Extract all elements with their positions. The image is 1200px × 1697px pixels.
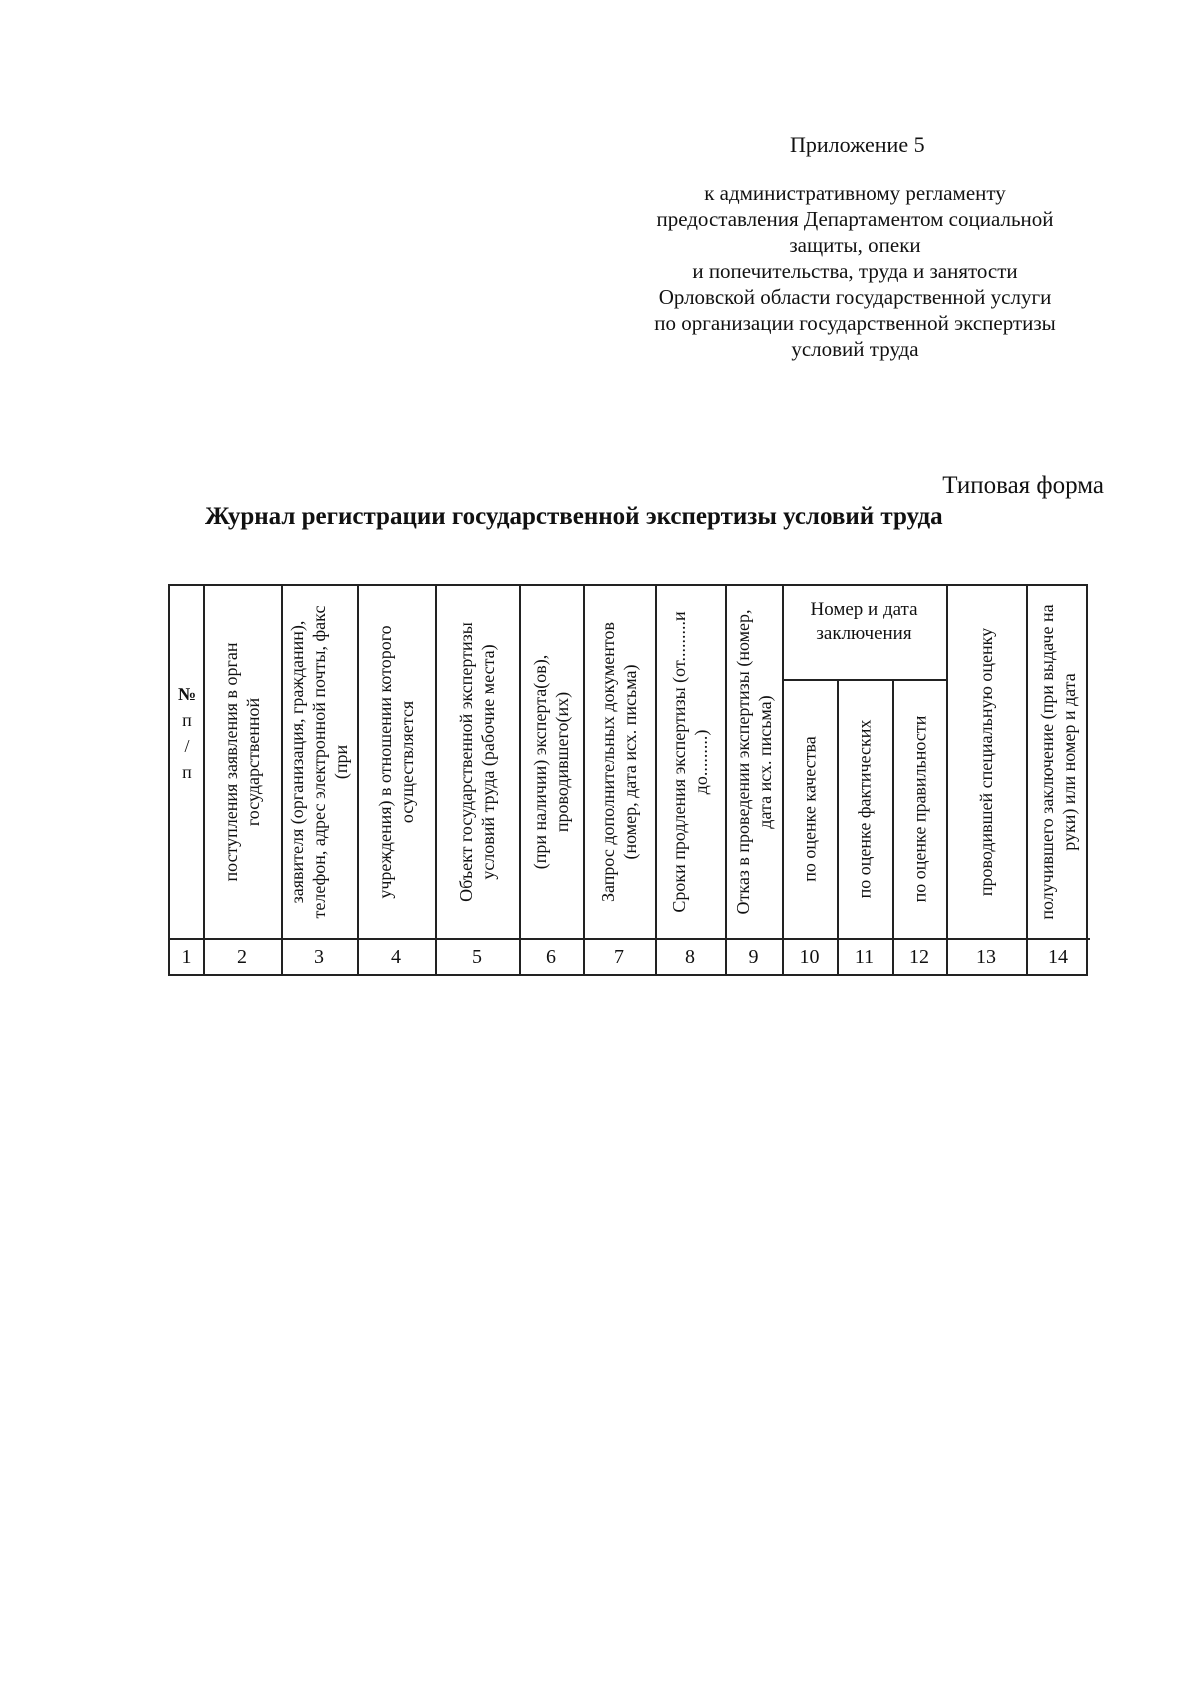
table-header-cell bbox=[947, 587, 1025, 937]
table-header-text: по оценке правильности bbox=[909, 715, 929, 902]
table-header-text: по оценке фактических bbox=[854, 719, 875, 898]
appendix-line: предоставления Департаментом социальной bbox=[656, 207, 1054, 231]
table-header-text: заявителя (организация, гражданин), телефон, адрес электронной почты, факс (при bbox=[287, 605, 351, 919]
table-header-text: учреждения) в отношении которого осуществляется bbox=[375, 625, 417, 899]
table-header-text: Объект государственной экспертизы условий труда (рабочие места) bbox=[456, 622, 498, 902]
column-number: 11 bbox=[854, 945, 875, 968]
column-number: 13 bbox=[976, 945, 996, 968]
table-header-cell bbox=[204, 587, 280, 937]
table-header-cell bbox=[1027, 587, 1089, 937]
table-header-cell bbox=[726, 587, 781, 937]
appendix-line: и попечительства, труда и занятости bbox=[692, 259, 1018, 283]
column-number: 12 bbox=[909, 945, 929, 968]
table-header-text: получившего заключение (при выдаче на руки) или номер и дата bbox=[1037, 604, 1079, 920]
table-header-text: (при наличии) эксперта(ов), проводившего(их) bbox=[530, 654, 572, 870]
column-number: 5 bbox=[472, 945, 482, 968]
appendix-line: защиты, опеки bbox=[789, 233, 921, 257]
table-header-cell bbox=[838, 680, 891, 937]
column-number: 8 bbox=[685, 945, 695, 968]
table-header-text: проводившей специальную оценку bbox=[976, 627, 996, 897]
table-header-cell bbox=[520, 587, 582, 937]
column-number: 9 bbox=[748, 945, 759, 968]
column-number: 1 bbox=[181, 945, 192, 968]
appendix-line: Орловской области государственной услуги bbox=[658, 285, 1052, 309]
appendix-line: условий труда bbox=[791, 337, 919, 361]
col1-label-part: / bbox=[184, 736, 190, 756]
table-header-text: поступления заявления в орган государственной bbox=[221, 642, 263, 882]
appendix-line: к административному регламенту bbox=[704, 181, 1006, 205]
table-header-text: Сроки продления экспертизы (от.........и до.........) bbox=[669, 611, 711, 913]
table-header-text: по оценке качества bbox=[799, 735, 820, 882]
table-header-text: Отказ в проведении экспертизы (номер, дата исх. письма) bbox=[732, 609, 775, 915]
col1-label-part: п bbox=[182, 762, 192, 782]
journal-title: Журнал регистрации государственной экспертизы условий труда bbox=[205, 503, 943, 530]
form-type-label: Типовая форма bbox=[942, 472, 1104, 499]
column-number: 6 bbox=[546, 945, 556, 968]
column-number: 10 bbox=[799, 945, 820, 968]
merged-header-label: Номер и дата заключения bbox=[810, 599, 918, 644]
col1-label-part: п bbox=[182, 710, 192, 730]
registration-table bbox=[168, 584, 1088, 976]
col1-label-part: № bbox=[177, 684, 197, 704]
table-header-cell bbox=[358, 587, 434, 937]
table-header-text: Запрос дополнительных документов (номер, дата исх. письма) bbox=[598, 622, 640, 902]
table-header-cell bbox=[282, 587, 356, 937]
table-header-cell bbox=[893, 680, 945, 937]
appendix-title: Приложение 5 bbox=[790, 132, 925, 157]
column-number: 14 bbox=[1048, 945, 1068, 968]
table-header-cell bbox=[584, 587, 654, 937]
table-header-cell bbox=[783, 680, 836, 937]
column-number: 7 bbox=[614, 945, 624, 968]
col1-label bbox=[172, 681, 202, 785]
table-header-cell bbox=[436, 587, 518, 937]
appendix-subtitle bbox=[610, 180, 1100, 362]
column-number: 4 bbox=[391, 945, 401, 968]
column-number: 3 bbox=[314, 945, 324, 968]
column-number: 2 bbox=[237, 945, 247, 968]
table-header-cell bbox=[656, 587, 724, 937]
appendix-line: по организации государственной экспертизы bbox=[654, 311, 1056, 335]
